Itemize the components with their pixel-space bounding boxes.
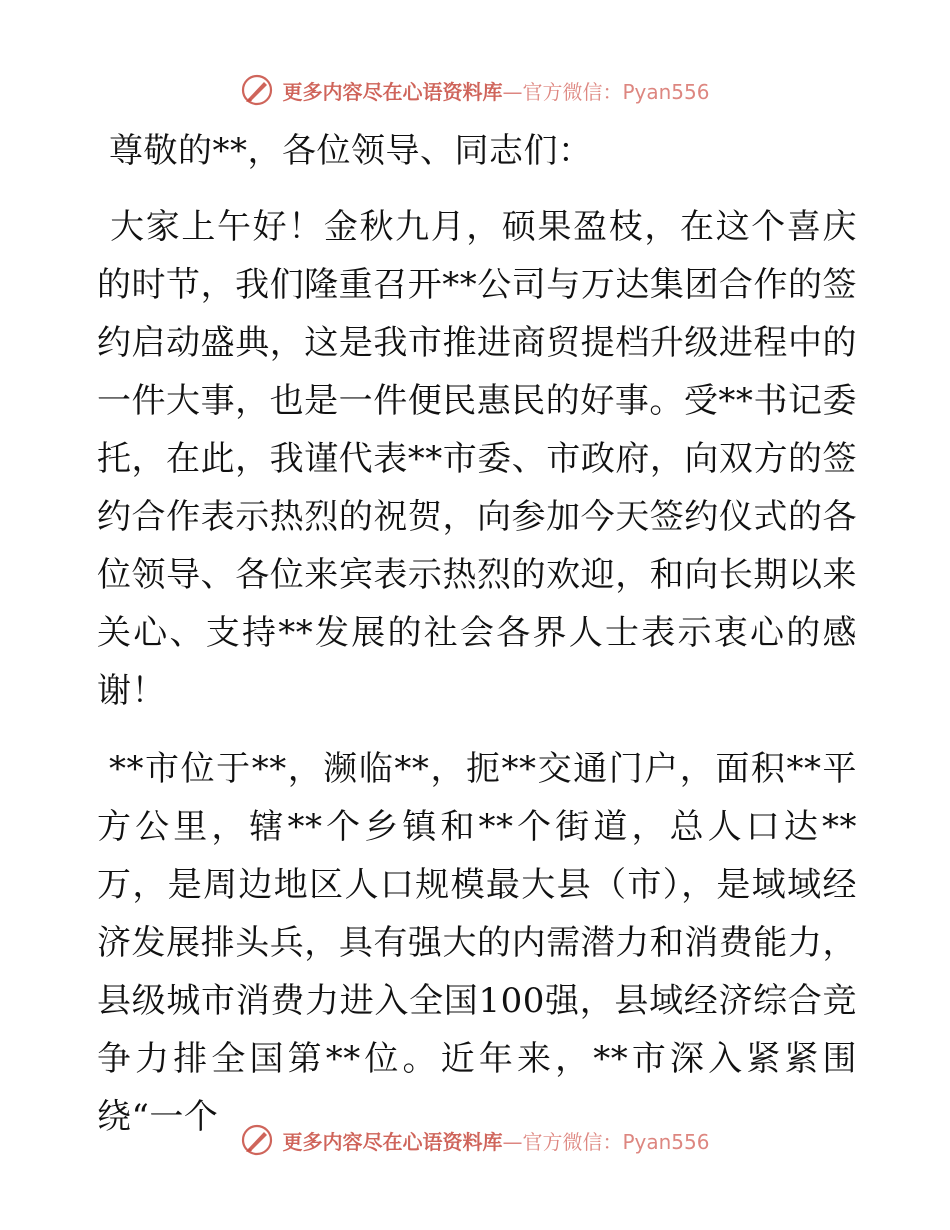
watermark-text	[282, 1126, 709, 1155]
paragraph-2-text: **市位于**，濒临**，扼**交通门户，面积**平方公里，辖**个乡镇和**个街道，总人口达**万，是周边地区人口规模最大县（市），是域域经济发展排头兵，具有强大的内需潜力和消费能力，县级城市消费力进入全国100强，县域经济综合竞争力排全国第**位。近年来，**市深入紧紧围绕“一个	[97, 749, 857, 1137]
watermark-main-text: 更多内容尽在心语资料库	[282, 1129, 503, 1154]
salutation	[97, 122, 857, 180]
paragraph-1-text: 大家上午好！金秋九月，硕果盈枝，在这个喜庆的时节，我们隆重召开**公司与万达集团合作的签约启动盛典，这是我市推进商贸提档升级进程中的一件大事，也是一件便民惠民的好事。受**书记委托，在此，我谨代表**市委、市政府，向双方的签约合作表示热烈的祝贺，向参加今天签约仪式的各位领导、各位来宾表示热烈的欢迎，和向长期以来关心、支持**发展的社会各界人士表示衷心的感谢！	[97, 207, 857, 711]
paragraph-2	[97, 740, 857, 1146]
watermark-text	[282, 76, 709, 105]
quill-logo-icon	[240, 1123, 274, 1157]
document-body	[97, 122, 857, 1166]
watermark-sub-text: —官方微信：Pyan556	[502, 1129, 710, 1154]
watermark-sub-text: —官方微信：Pyan556	[502, 79, 710, 104]
salutation-text: 尊敬的**，各位领导、同志们：	[109, 131, 593, 171]
footer-watermark	[0, 1120, 950, 1160]
paragraph-1	[97, 198, 857, 720]
quill-logo-icon	[240, 73, 274, 107]
watermark-main-text: 更多内容尽在心语资料库	[282, 79, 503, 104]
header-watermark	[0, 70, 950, 110]
